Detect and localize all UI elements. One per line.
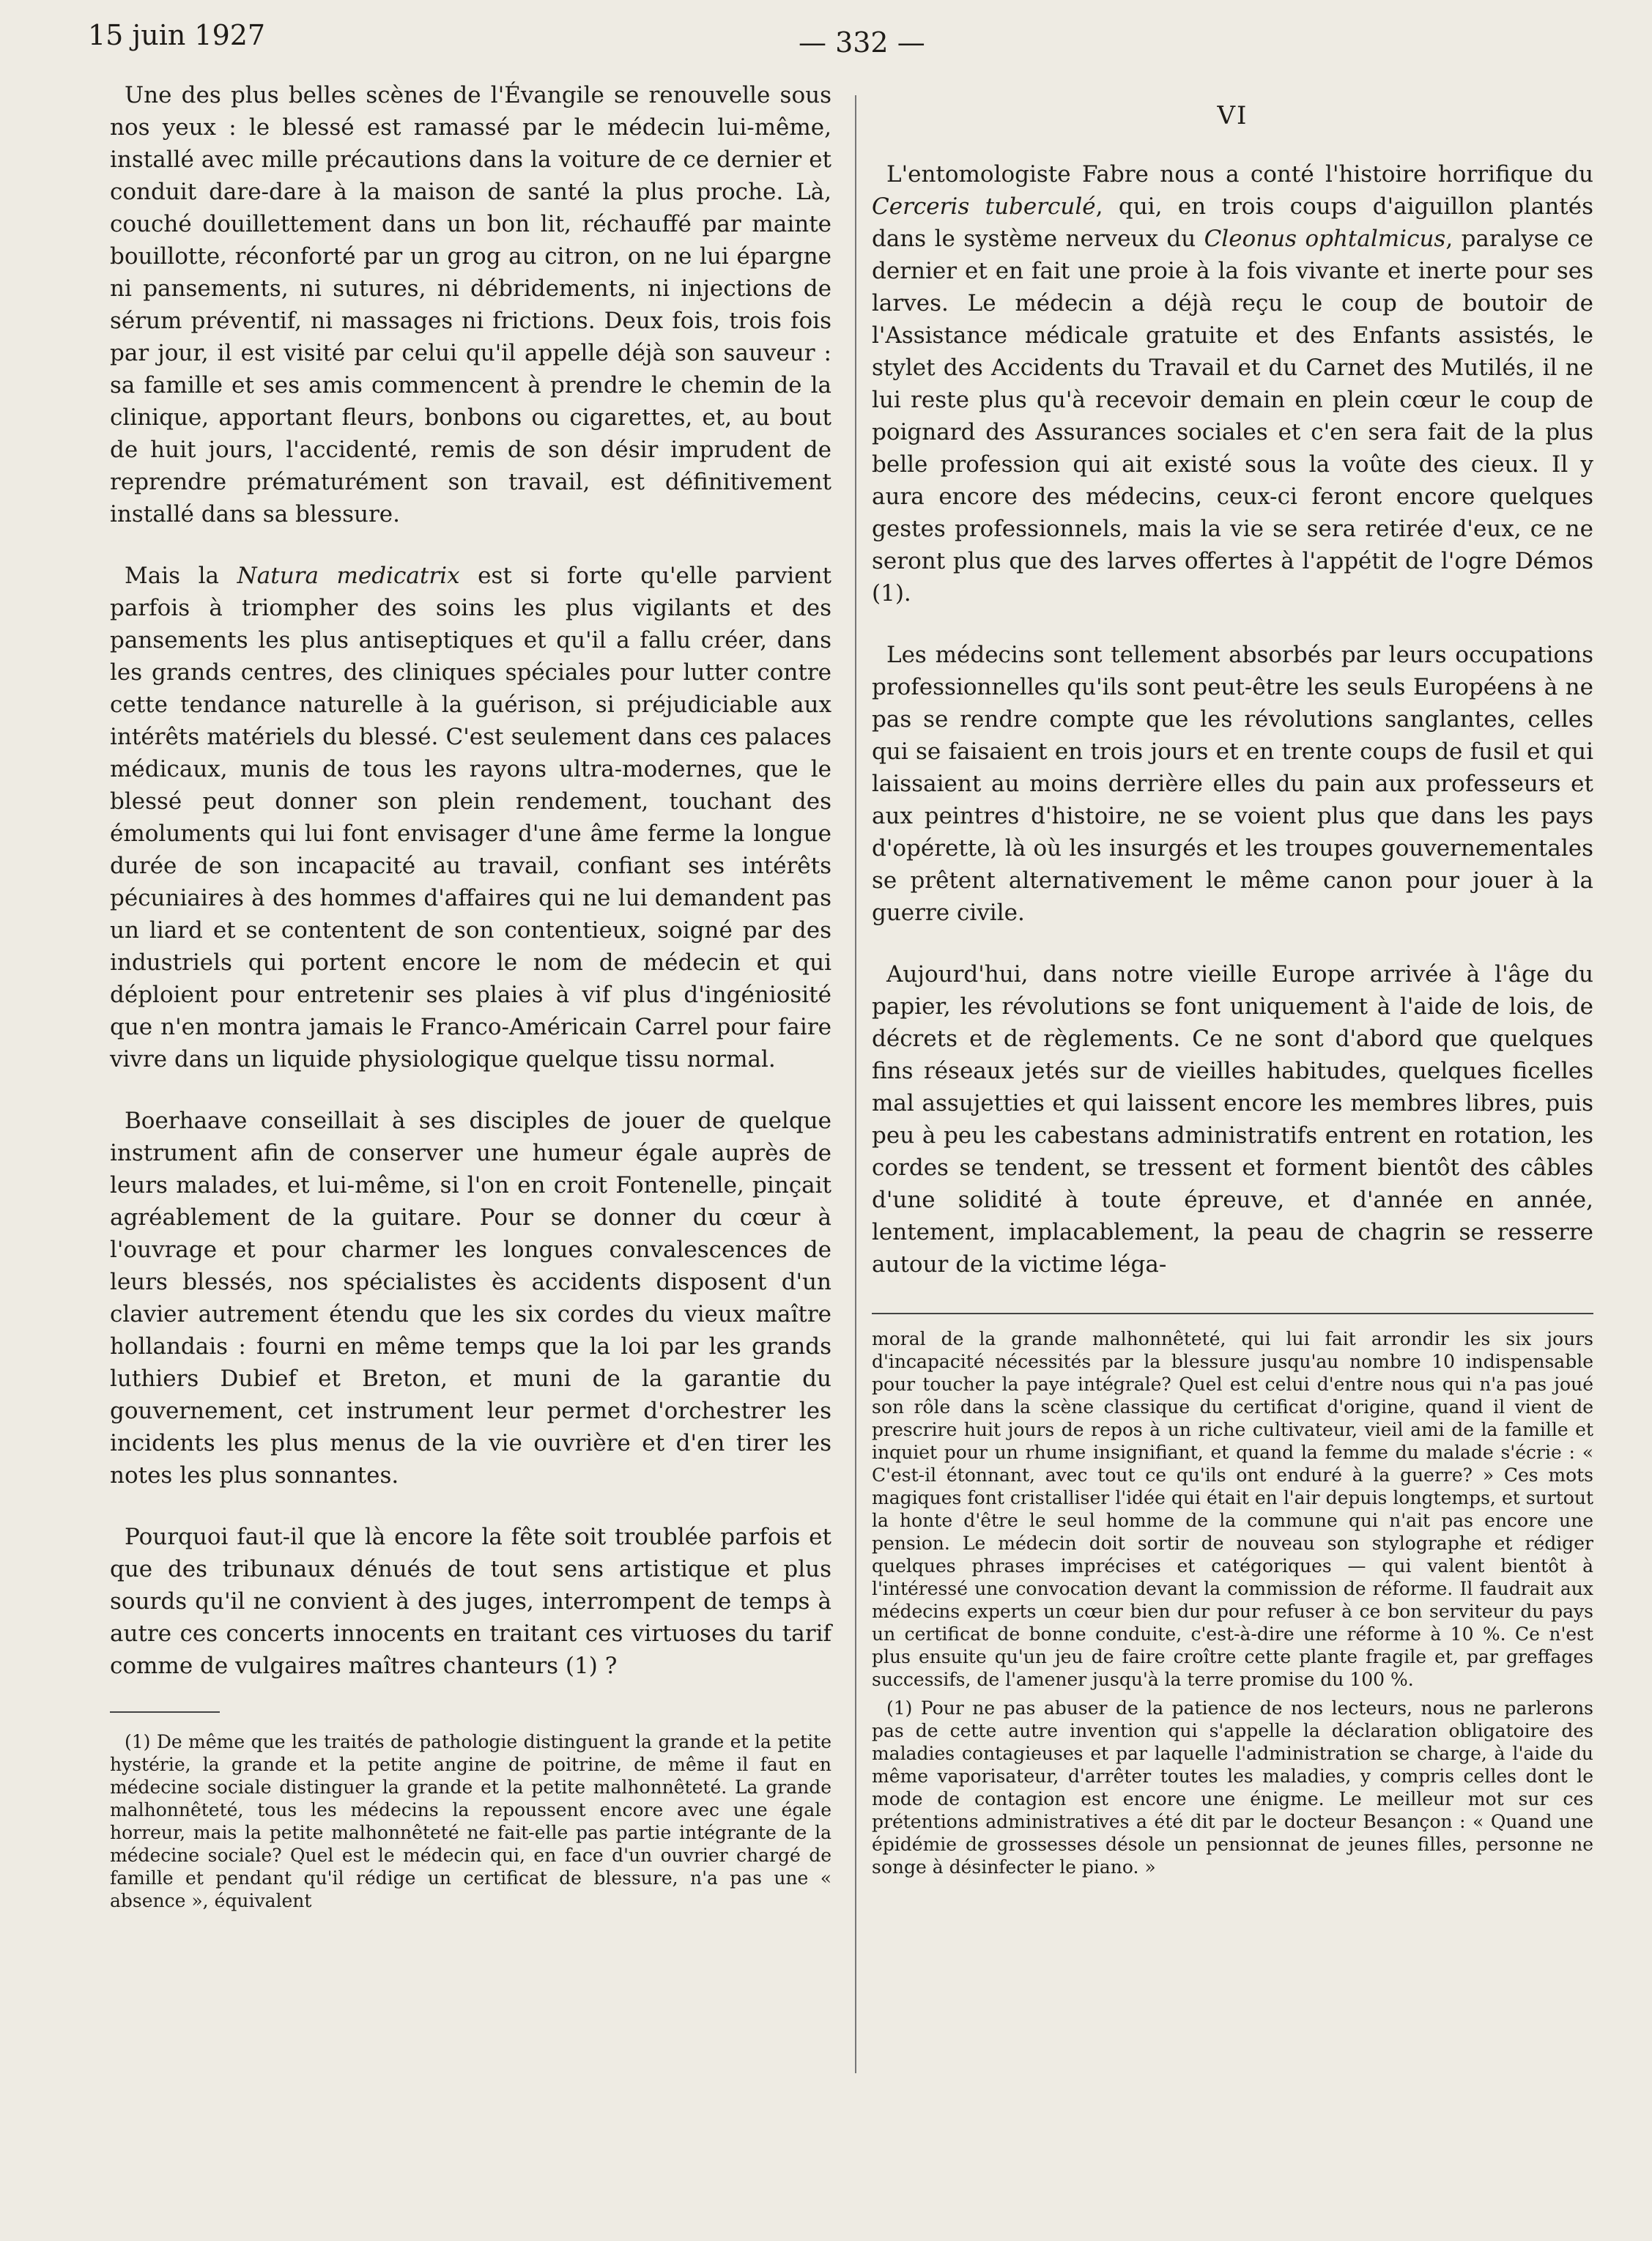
footnote: (1) De même que les traités de pathologie distinguent la grande et la petite hystérie, la grande et la petite angine de poitrine, de même il faut en médecine sociale distinguer la grande et la petite malhonnêteté. La grande malhonnêteté, tous les médecins la repoussent encore avec une égale horreur, mais la petite malhonnêteté ne fait-elle pas partie intégrante de la médecine sociale? Quel est le médecin qui, en face d'un ouvrier chargé de famille et pendant qu'il rédige un certificat de blessure, n'a pas une « absence », équivalent: [110, 1731, 831, 1911]
section-number: VI: [1217, 101, 1248, 130]
footnote: (1) Pour ne pas abuser de la patience de nos lecteurs, nous ne parlerons pas de cette autre invention qui s'appelle la déclaration obligatoire des maladies contagieuses et par laquelle l'administration se charge, à l'aide du même vaporisateur, d'arrêter toutes les maladies, y compris celles dont le mode de contagion est encore une énigme. Le meilleur mot sur ces prétentions administratives a été dit par le docteur Besançon : « Quand une épidémie de grossesses désole un pensionnat de jeunes filles, personne ne songe à désinfecter le piano. »: [872, 1697, 1593, 1878]
paragraph: Pourquoi faut-il que là encore la fête soit troublée parfois et que des tribunaux dénués de tout sens artistique et plus sourds qu'il ne convient à des juges, interrompent de temps à autre ces concerts innocents en traitant ces virtuoses du tarif comme de vulgaires maîtres chanteurs (1) ?: [110, 1524, 831, 1679]
paragraph: Une des plus belles scènes de l'Évangile se renouvelle sous nos yeux : le blessé est ramassé par le médecin lui-même, installé avec mille précautions dans la voiture de ce dernier et conduit dare-dare à la maison de santé la plus proche. Là, couché douillettement dans un bon lit, réchauffé par mainte bouillotte, réconforté par un grog au citron, on ne lui épargne ni pansements, ni sutures, ni débridements, ni injections de sérum préventif, ni massages ni frictions. Deux fois, trois fois par jour, il est visité par celui qu'il appelle déjà son sauveur : sa famille et ses amis commencent à prendre le chemin de la clinique, apportant fleurs, bonbons ou cigarettes, et, au bout de huit jours, l'accidenté, remis de son désir imprudent de reprendre prématurément son travail, est définitivement installé dans sa blessure.: [110, 82, 831, 527]
right-column: [872, 79, 1593, 1884]
italic-term: Cleonus ophtalmicus: [1204, 226, 1446, 252]
paragraph: [872, 158, 1593, 610]
paragraph: Les médecins sont tellement absorbés par leurs occupations professionnelles qu'ils sont peut-être les seuls Européens à ne pas se rendre compte que les révolutions sanglantes, celles qui se faisaient en trois jours et en trente coups de fusil et qui laissaient au moins derrière elles du pain aux professeurs et aux peintres d'histoire, ne se voient plus que dans les pays d'opérette, là où les insurgés et les troupes gouvernementales se prêtent alternativement le même canon pour jouer à la guerre civile.: [872, 642, 1593, 926]
right-body-text: [872, 158, 1593, 1281]
left-column: [110, 79, 831, 1918]
column-divider: [855, 95, 856, 2073]
text-run: , paralyse ce dernier et en fait une proie à la fois vivante et inerte pour ses larves. Le médecin a déjà reçu le coup de boutoir de l'Assistance médicale gratuite et des Enfants assistés, le stylet des Accidents du Travail et du Carnet des Mutilés, il ne lui reste plus qu'à recevoir demain en plein cœur le coup de poignard des Assurances sociales et c'en sera fait de la plus belle profession qui ait existé sous la voûte des cieux. Il y aura encore des médecins, ceux-ci feront encore quelques gestes professionnels, mais la vie se sera retirée d'eux, ce ne seront plus que des larves offertes à l'appétit de l'ogre Démos (1).: [872, 226, 1593, 607]
footnote-continuation: moral de la grande malhonnêteté, qui lui fait arrondir les six jours d'incapacité nécessités par la blessure jusqu'au nombre 10 indispensable pour toucher la paye intégrale? Quel est celui d'entre nous qui n'a pas joué son rôle dans la scène classique du certificat d'origine, quand il vient de prescrire huit jours de repos à un riche cultivateur, vieil ami de la famille et inquiet pour un rhume insignifiant, et quand la femme du malade s'écrie : « C'est-il étonnant, avec tout ce qu'ils ont enduré à la guerre? » Ces mots magiques font cristalliser l'idée qui était en l'air depuis longtemps, et surtout la honte d'être le seul homme de la commune qui n'ait pas encore une pension. Le médecin doit sortir de nouveau son stylographe et rédiger quelques phrases imprécises et catégoriques — qui valent bientôt à l'intéressé une convocation devant la commission de réforme. Il faudrait aux médecins experts un cœur bien dur pour refuser à ce bon serviteur du pays un certificat de bonne conduite, c'est-à-dire une réforme à 10 %. Ce n'est plus ensuite qu'un jeu de faire croître cette plante fragile et, par greffages successifs, de l'amener jusqu'à la terre promise du 100 %.: [872, 1328, 1593, 1690]
text-run: L'entomologiste Fabre nous a conté l'histoire horrifique du: [886, 161, 1593, 188]
italic-term: Natura medicatrix: [237, 563, 460, 589]
paragraph: [110, 560, 831, 1075]
left-footnotes: [110, 1730, 831, 1912]
left-body-text: [110, 79, 831, 1682]
text-run: Mais la: [125, 563, 237, 589]
page-number: — 332 —: [799, 26, 925, 59]
italic-term: Cerceris tuberculé: [872, 193, 1096, 220]
text-run: est si forte qu'elle parvient parfois à triompher des soins les plus vigilants et des pansements les plus antiseptiques et qu'il a fallu créer, dans les grands centres, des cliniques spéciales pour lutter contre cette tendance naturelle à la guérison, si préjudiciable aux intérêts matériels du blessé. C'est seulement dans ces palaces médicaux, munis de tous les rayons ultra-modernes, que le blessé peut donner son plein rendement, touchant des émoluments qui lui font envisager d'une âme ferme la longue durée de son incapacité au travail, confiant ses intérêts pécuniaires à des hommes d'affaires qui ne lui demandent pas un liard et se contentent de son contentieux, soigné par des industriels qui portent encore le nom de médecin et qui déploient pour entretenir ses plaies à vif plus d'ingéniosité que n'en montra jamais le Franco-Américain Carrel pour faire vivre dans un liquide physiologique quelque tissu normal.: [110, 563, 831, 1073]
footnote-rule: [110, 1711, 220, 1713]
right-footnotes: [872, 1313, 1593, 1878]
page-header: [0, 19, 1652, 63]
paragraph: Aujourd'hui, dans notre vieille Europe arrivée à l'âge du papier, les révolutions se font uniquement à l'aide de lois, de décrets et de règlements. Ce ne sont d'abord que quelques fins réseaux jetés sur de vieilles habitudes, quelques ficelles mal assujetties et qui laissent encore les membres libres, puis peu à peu les cabestans administratifs entrent en rotation, les cordes se tendent, se tressent et forment bientôt des câbles d'une solidité à toute épreuve, et d'année en année, lentement, implacablement, la peau de chagrin se resserre autour de la victime léga-: [872, 961, 1593, 1278]
text-run: , qui, en trois coups d'aiguillon plantés dans le système nerveux du: [872, 193, 1593, 252]
paragraph: Boerhaave conseillait à ses disciples de jouer de quelque instrument afin de conserver une humeur égale auprès de leurs malades, et lui-même, si l'on en croit Fontenelle, pinçait agréablement de la guitare. Pour se donner du cœur à l'ouvrage et pour charmer les longues convalescences de leurs blessés, nos spécialistes ès accidents disposent d'un clavier autrement étendu que les six cordes du vieux maître hollandais : fourni en même temps que la loi par les grands luthiers Dubief et Breton, et muni de la garantie du gouvernement, cet instrument leur permet d'orchestrer les incidents les plus menus de la vie ouvrière et d'en tirer les notes les plus sonnantes.: [110, 1108, 831, 1489]
issue-date: 15 juin 1927: [88, 19, 266, 51]
